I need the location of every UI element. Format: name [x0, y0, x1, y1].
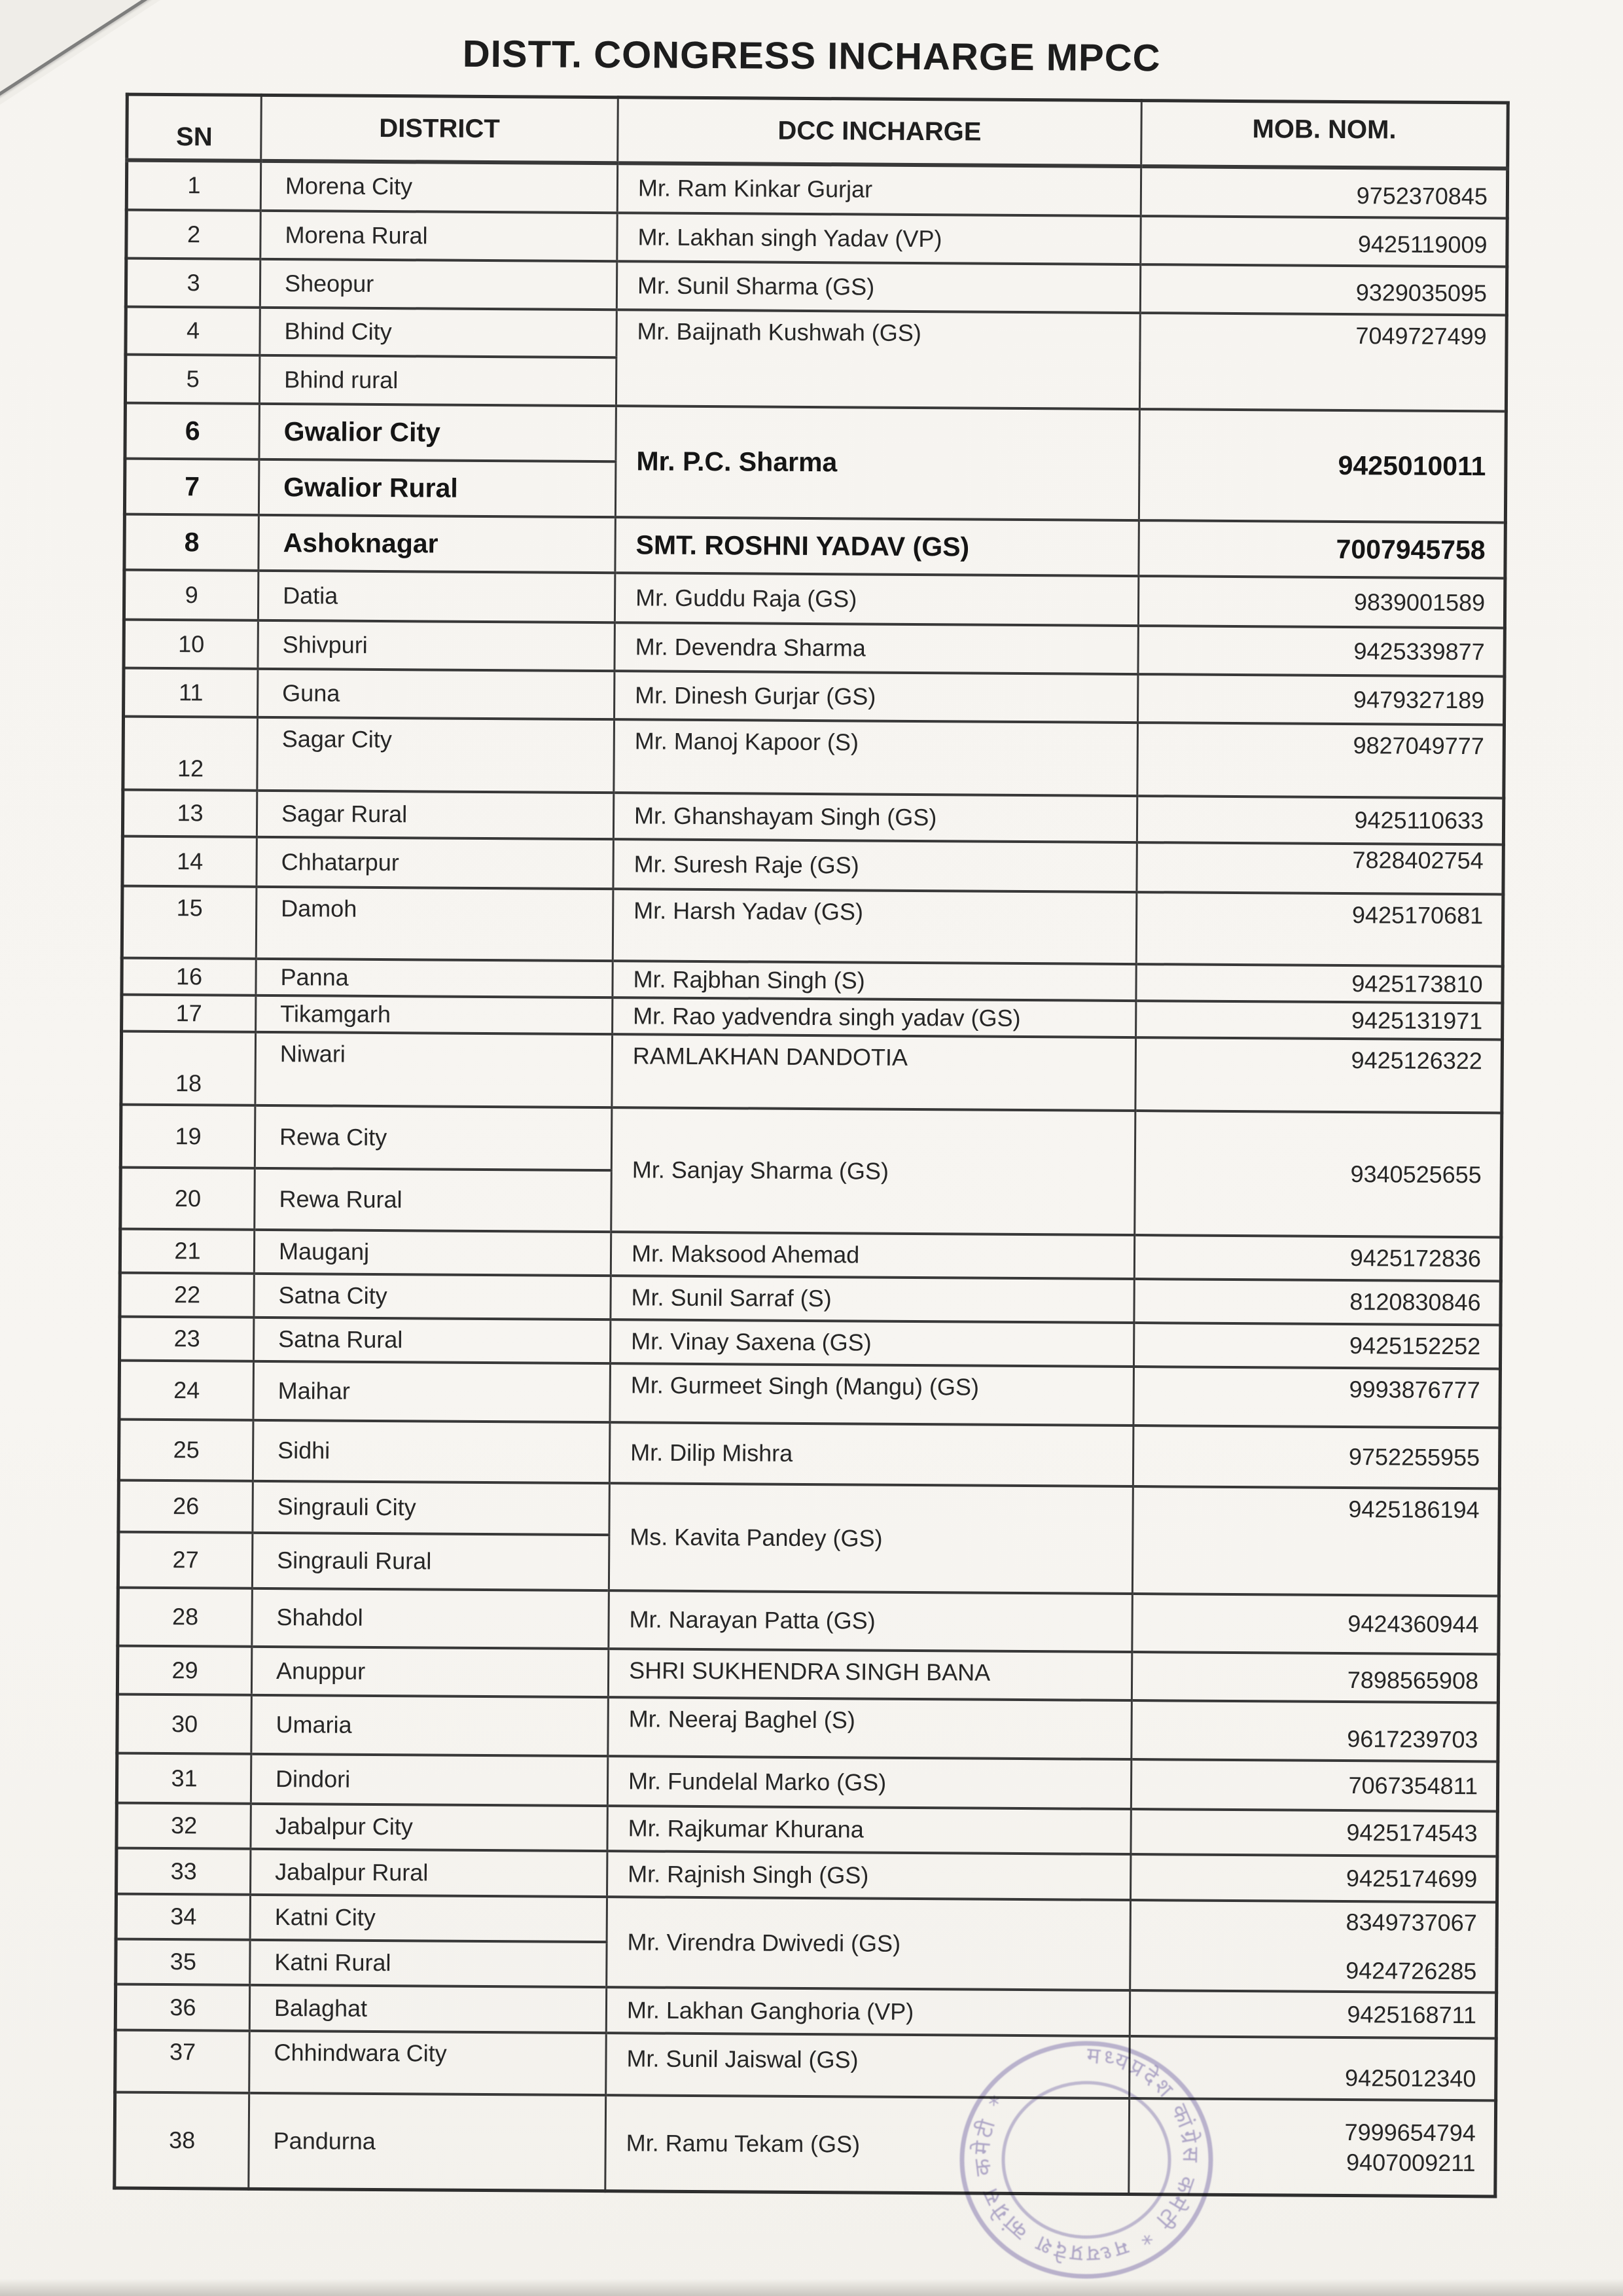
table-row — [124, 514, 1505, 578]
table-row — [121, 1031, 1503, 1113]
table-row — [119, 1360, 1501, 1427]
mobile-cell: 9425110633 — [1137, 796, 1503, 844]
table-row — [124, 668, 1505, 725]
mobile-cell: 9425174543 — [1131, 1809, 1497, 1856]
sn-cell: 36 — [115, 1984, 249, 2030]
district-cell: Singrauli Rural — [252, 1532, 609, 1590]
sn-cell: 25 — [118, 1419, 253, 1480]
incharge-cell: Mr. Vinay Saxena (GS) — [611, 1319, 1134, 1367]
document-title: DISTT. CONGRESS INCHARGE MPCC — [462, 32, 1161, 80]
district-cell: Ashoknagar — [259, 514, 616, 572]
sn-cell: 22 — [120, 1272, 254, 1317]
stamp-inner-ring — [1003, 2083, 1169, 2237]
table-row — [116, 1848, 1497, 1902]
incharge-cell: Mr. Maksood Ahemad — [611, 1232, 1134, 1279]
incharge-cell: SHRI SUKHENDRA SINGH BANA — [608, 1649, 1132, 1700]
district-cell: Satna Rural — [254, 1317, 611, 1363]
table-row — [120, 1104, 1502, 1175]
table-row — [122, 836, 1503, 894]
incharge-cell: Mr. Suresh Raje (GS) — [613, 839, 1137, 892]
district-cell: Dindori — [251, 1753, 607, 1805]
district-cell: Guna — [258, 668, 615, 719]
district-cell: Anuppur — [251, 1646, 608, 1696]
incharge-cell: Mr. Sanjay Sharma (GS) — [611, 1107, 1135, 1235]
table-row — [123, 716, 1505, 798]
district-cell: Morena City — [260, 160, 617, 212]
district-cell: Niwari — [255, 1031, 613, 1107]
mobile-number: 9424726285 — [1346, 1956, 1477, 1984]
mobile-cell: 9425174699 — [1131, 1854, 1497, 1902]
header-row — [127, 94, 1508, 168]
district-cell: Tikamgarh — [256, 995, 613, 1033]
sn-cell: 3 — [126, 258, 260, 307]
incharge-cell: SMT. ROSHNI YADAV (GS) — [615, 517, 1139, 576]
table-row — [126, 209, 1507, 266]
sn-cell: 6 — [125, 403, 260, 459]
mobile-cell: 9752370845 — [1141, 166, 1507, 218]
mobile-cell: 9993876777 — [1133, 1367, 1501, 1427]
incharge-cell: Mr. Lakhan singh Yadav (VP) — [617, 213, 1141, 264]
mobile-cell: 9839001589 — [1138, 576, 1505, 628]
sn-cell: 1 — [126, 160, 260, 210]
mobile-cell: 9425339877 — [1138, 626, 1505, 676]
mobile-number: 8349737067 — [1346, 1908, 1477, 1936]
mobile-cell: 9425119009 — [1141, 216, 1507, 266]
mobile-cell: 7049727499 — [1139, 313, 1507, 411]
sn-cell: 37 — [115, 2030, 250, 2092]
sn-cell: 23 — [120, 1316, 254, 1361]
district-cell: Rewa City — [255, 1105, 612, 1170]
district-cell: Gwalior Rural — [259, 459, 616, 516]
incharge-cell: Mr. Virendra Dwivedi (GS) — [607, 1897, 1131, 1990]
table-row — [126, 160, 1507, 218]
mobile-cell: 9425126322 — [1135, 1037, 1503, 1113]
mobile-cell: 9827049777 — [1137, 723, 1505, 798]
sn-cell: 29 — [117, 1645, 251, 1695]
district-cell: Sheopur — [260, 259, 616, 309]
sn-cell: 27 — [118, 1532, 253, 1588]
mobile-cell — [1130, 1900, 1497, 1992]
incharge-cell: RAMLAKHAN DANDOTIA — [612, 1034, 1136, 1111]
incharge-cell: Mr. Harsh Yadav (GS) — [613, 889, 1137, 964]
table-row — [118, 1480, 1499, 1540]
incharge-cell: Mr. Lakhan Ganghoria (VP) — [606, 1987, 1130, 2036]
scan-bottom-edge — [0, 2279, 1623, 2296]
district-cell: Katni City — [250, 1894, 607, 1941]
district-cell: Shahdol — [252, 1588, 609, 1648]
district-cell: Sagar City — [257, 717, 615, 792]
mobile-cell: 9479327189 — [1138, 674, 1505, 725]
district-cell: Sidhi — [253, 1420, 610, 1482]
incharge-cell: Mr. Rao yadvendra singh yadav (GS) — [613, 997, 1136, 1037]
incharge-cell: Mr. Guddu Raja (GS) — [615, 573, 1138, 626]
table-row — [116, 1803, 1497, 1856]
incharge-cell: Mr. Ramu Tekam (GS) — [605, 2095, 1130, 2195]
mobile-cell: 9425010011 — [1139, 409, 1506, 522]
sn-cell: 11 — [124, 668, 258, 717]
sn-cell: 12 — [123, 716, 258, 790]
district-cell: Bhind rural — [259, 355, 616, 405]
data-table — [113, 93, 1510, 2198]
official-stamp — [955, 2028, 1217, 2292]
mobile-cell: 8120830846 — [1134, 1279, 1501, 1325]
district-cell: Morena Rural — [260, 210, 617, 260]
sn-cell: 9 — [124, 569, 258, 620]
sn-cell: 28 — [118, 1587, 253, 1646]
header-district: DISTRICT — [261, 95, 618, 162]
district-cell: Singrauli City — [253, 1480, 609, 1534]
district-cell: Gwalior City — [259, 403, 616, 461]
incharge-cell: Mr. Ram Kinkar Gurjar — [617, 163, 1141, 216]
incharge-cell: Ms. Kavita Pandey (GS) — [609, 1483, 1133, 1594]
sn-cell: 32 — [116, 1803, 251, 1848]
incharge-cell: Mr. Neeraj Baghel (S) — [608, 1697, 1132, 1759]
table-row — [115, 2030, 1497, 2100]
sn-cell: 19 — [120, 1104, 255, 1168]
sn-cell: 33 — [116, 1848, 251, 1894]
table-row — [118, 1587, 1499, 1654]
mobile-number: 9407009211 — [1346, 2148, 1476, 2177]
sn-cell: 4 — [126, 306, 260, 355]
district-cell: Umaria — [251, 1695, 609, 1755]
district-cell: Pandurna — [249, 2092, 606, 2191]
sn-cell: 16 — [122, 958, 256, 995]
district-cell: Chhatarpur — [257, 836, 613, 888]
incharge-cell: Mr. Devendra Sharma — [615, 622, 1138, 674]
sn-cell: 34 — [116, 1893, 250, 1939]
sn-cell: 2 — [126, 209, 260, 259]
incharge-cell: Mr. Rajnish Singh (GS) — [607, 1851, 1131, 1900]
stamp-text: मध्यप्रदेश कांग्रेस कमेटी * मध्यप्रदेश कांग्रेस कमेटी * — [969, 2042, 1204, 2267]
incharge-cell: Mr. Rajkumar Khurana — [607, 1806, 1131, 1854]
mobile-number: 7999654794 — [1344, 2118, 1476, 2147]
incharge-cell: Mr. Sunil Jaiswal (GS) — [606, 2033, 1130, 2098]
header-incharge: DCC INCHARGE — [618, 98, 1142, 166]
incharge-cell: Mr. Sunil Sarraf (S) — [611, 1276, 1134, 1323]
district-cell: Panna — [256, 958, 613, 997]
mobile-cell: 9425012340 — [1130, 2036, 1497, 2100]
mobile-cell: 9425152252 — [1133, 1323, 1500, 1369]
sn-cell: 38 — [115, 2092, 249, 2189]
table-row — [116, 1893, 1497, 1947]
table-row — [122, 886, 1503, 966]
mobile-cell: 7828402754 — [1137, 842, 1503, 894]
mobile-cell: 9424360944 — [1132, 1594, 1499, 1654]
incharge-cell: Mr. Narayan Patta (GS) — [609, 1590, 1133, 1652]
table-row — [116, 1753, 1497, 1811]
incharge-cell: Mr. Gurmeet Singh (Mangu) (GS) — [610, 1363, 1134, 1426]
table-row — [120, 1316, 1501, 1369]
sn-cell: 15 — [122, 886, 257, 958]
sn-cell: 8 — [124, 514, 259, 570]
table-row — [126, 258, 1507, 315]
incharge-cell: Mr. Dilip Mishra — [609, 1422, 1133, 1486]
table-row — [124, 569, 1505, 628]
district-cell: Rewa Rural — [255, 1168, 612, 1231]
table-row — [126, 306, 1507, 363]
incharge-cell: Mr. Fundelal Marko (GS) — [607, 1756, 1131, 1809]
mobile-cell: 7067354811 — [1131, 1759, 1497, 1811]
sn-cell: 24 — [119, 1360, 254, 1420]
incharge-cell: Mr. Manoj Kapoor (S) — [614, 719, 1138, 796]
sn-cell: 30 — [117, 1694, 252, 1753]
sn-cell: 5 — [125, 354, 259, 403]
sn-cell: 20 — [120, 1167, 255, 1229]
table-row — [125, 403, 1506, 467]
district-cell: Mauganj — [254, 1229, 611, 1275]
sn-cell: 7 — [124, 458, 259, 514]
sn-cell: 26 — [118, 1480, 253, 1532]
header-mobile: MOB. NOM. — [1141, 101, 1508, 168]
incharge-cell: Mr. Dinesh Gurjar (GS) — [615, 671, 1138, 723]
table-row — [118, 1419, 1500, 1488]
district-cell: Sagar Rural — [257, 790, 613, 838]
district-cell: Jabalpur Rural — [251, 1848, 607, 1896]
mobile-cell: 9617239703 — [1132, 1700, 1499, 1761]
table-row — [120, 1229, 1501, 1281]
sn-cell: 13 — [122, 789, 257, 836]
table-row — [115, 1984, 1496, 2038]
sn-cell: 31 — [116, 1753, 251, 1803]
district-cell: Jabalpur City — [251, 1803, 607, 1850]
district-cell: Damoh — [256, 886, 613, 960]
mobile-cell: 9752255955 — [1133, 1426, 1500, 1488]
incharge-cell: Mr. Sunil Sharma (GS) — [616, 261, 1140, 313]
mobile-cell: 7898565908 — [1132, 1652, 1498, 1702]
mobile-cell: 9425186194 — [1132, 1486, 1499, 1596]
mobile-cell: 9425131971 — [1136, 1001, 1503, 1039]
table-row — [117, 1694, 1499, 1761]
incharge-cell: Mr. Rajbhan Singh (S) — [613, 961, 1136, 1001]
district-cell: Shivpuri — [258, 620, 615, 670]
table-row — [117, 1645, 1498, 1702]
sn-cell: 35 — [116, 1939, 250, 1984]
incharge-cell: Mr. Baijnath Kushwah (GS) — [616, 310, 1140, 409]
district-cell: Katni Rural — [250, 1939, 607, 1986]
table-row — [122, 789, 1503, 844]
district-cell: Satna City — [254, 1273, 611, 1319]
mobile-cell: 9340525655 — [1135, 1111, 1502, 1237]
header-sn: SN — [127, 94, 262, 160]
district-cell: Maihar — [253, 1361, 611, 1422]
mobile-cell: 9425173810 — [1136, 964, 1503, 1003]
district-cell: Bhind City — [260, 307, 616, 357]
mobile-cell: 9425170681 — [1136, 892, 1503, 966]
district-cell: Balaghat — [249, 1984, 606, 2032]
table-row — [124, 619, 1505, 676]
district-cell: Datia — [258, 570, 615, 622]
mobile-cell: 7007945758 — [1139, 520, 1506, 578]
mobile-cell: 9329035095 — [1140, 264, 1507, 315]
table-row — [115, 2092, 1496, 2197]
mobile-cell: 9425168711 — [1130, 1990, 1496, 2038]
sn-cell: 18 — [121, 1031, 256, 1105]
district-cell: Chhindwara City — [249, 2030, 607, 2094]
sn-cell: 14 — [122, 836, 257, 886]
table-row — [120, 1272, 1501, 1325]
sn-cell: 17 — [122, 994, 256, 1031]
sn-cell: 10 — [124, 619, 258, 668]
mobile-cell: 9425172836 — [1134, 1235, 1501, 1281]
incharge-cell: Mr. P.C. Sharma — [615, 406, 1139, 520]
incharge-cell: Mr. Ghanshayam Singh (GS) — [613, 793, 1137, 842]
sn-cell: 21 — [120, 1229, 254, 1273]
